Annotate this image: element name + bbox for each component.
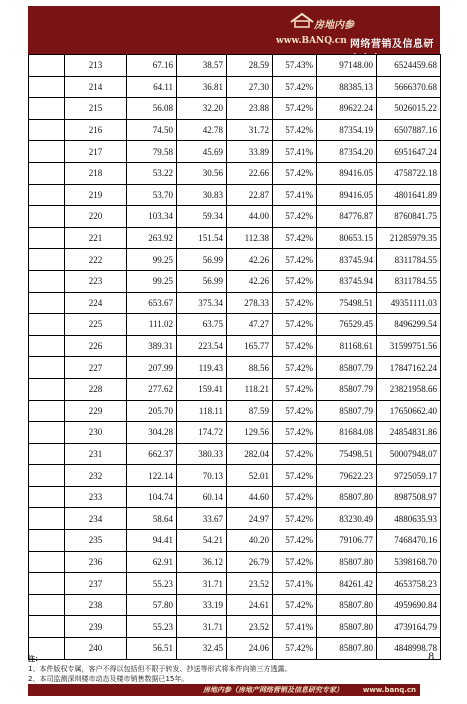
table-cell	[29, 292, 65, 314]
table-cell: 85807.80	[317, 551, 377, 573]
table-cell: 84261.42	[317, 573, 377, 595]
table-cell: 218	[65, 162, 127, 184]
table-cell: 282.04	[227, 443, 273, 465]
table-cell: 85807.79	[317, 378, 377, 400]
table-cell: 57.41%	[273, 616, 317, 638]
table-cell: 81684.08	[317, 422, 377, 444]
table-cell: 263.92	[127, 227, 177, 249]
table-cell: 42.78	[177, 119, 227, 141]
table-cell: 94.41	[127, 530, 177, 552]
table-cell: 216	[65, 119, 127, 141]
table-cell: 87.59	[227, 400, 273, 422]
table-cell: 50007948.07	[377, 443, 441, 465]
table-cell: 87354.20	[317, 141, 377, 163]
brand-name: 房地内参	[314, 20, 354, 31]
table-row	[29, 465, 441, 487]
notes-title: 注：	[28, 655, 42, 663]
table-cell: 17650662.40	[377, 400, 441, 422]
table-cell: 87354.19	[317, 119, 377, 141]
table-cell: 42.26	[227, 249, 273, 271]
table-cell	[29, 465, 65, 487]
table-row	[29, 573, 441, 595]
table-cell: 380.33	[177, 443, 227, 465]
table-cell: 80653.15	[317, 227, 377, 249]
table-cell: 57.80	[127, 594, 177, 616]
footer-url: www.banq.cn	[362, 686, 416, 694]
table-cell: 57.42%	[273, 357, 317, 379]
table-cell: 223.54	[177, 335, 227, 357]
table-row	[29, 335, 441, 357]
page-number: 8	[428, 652, 435, 663]
table-cell: 85807.80	[317, 594, 377, 616]
table-cell: 70.13	[177, 465, 227, 487]
table-cell: 233	[65, 486, 127, 508]
table-cell: 4848998.78	[377, 638, 441, 660]
table-cell: 6951647.24	[377, 141, 441, 163]
table-cell: 231	[65, 443, 127, 465]
table-cell: 56.99	[177, 249, 227, 271]
table-cell: 7468470.16	[377, 530, 441, 552]
table-cell: 57.41%	[273, 573, 317, 595]
table-cell: 223	[65, 270, 127, 292]
table-row	[29, 227, 441, 249]
table-cell: 8496299.54	[377, 314, 441, 336]
table-cell: 151.54	[177, 227, 227, 249]
table-cell: 4758722.18	[377, 162, 441, 184]
table-cell: 33.67	[177, 508, 227, 530]
table-cell: 4880635.93	[377, 508, 441, 530]
table-cell: 57.42%	[273, 335, 317, 357]
table-cell: 57.42%	[273, 530, 317, 552]
table-cell: 103.34	[127, 206, 177, 228]
table-cell: 375.34	[177, 292, 227, 314]
table-cell: 4959690.84	[377, 594, 441, 616]
table-cell: 31.71	[177, 573, 227, 595]
table-cell	[29, 141, 65, 163]
table-cell: 5666370.68	[377, 76, 441, 98]
table-cell	[29, 335, 65, 357]
header-banner	[28, 6, 440, 54]
table-cell: 240	[65, 638, 127, 660]
table-cell: 230	[65, 422, 127, 444]
table-cell: 44.60	[227, 486, 273, 508]
table-cell: 215	[65, 98, 127, 120]
table-cell: 4653758.23	[377, 573, 441, 595]
table-cell: 21285979.35	[377, 227, 441, 249]
table-cell: 5026015.22	[377, 98, 441, 120]
table-cell	[29, 616, 65, 638]
table-cell: 36.12	[177, 551, 227, 573]
table-cell: 97148.00	[317, 55, 377, 77]
table-cell: 40.20	[227, 530, 273, 552]
table-cell: 85807.79	[317, 400, 377, 422]
table-cell: 5398168.70	[377, 551, 441, 573]
table-cell: 42.26	[227, 270, 273, 292]
table-cell: 118.11	[177, 400, 227, 422]
table-row	[29, 292, 441, 314]
table-cell	[29, 594, 65, 616]
table-cell	[29, 98, 65, 120]
table-cell: 220	[65, 206, 127, 228]
table-cell: 62.91	[127, 551, 177, 573]
table-cell: 6524459.68	[377, 55, 441, 77]
table-cell	[29, 530, 65, 552]
table-cell: 227	[65, 357, 127, 379]
table-cell: 57.42%	[273, 119, 317, 141]
notes-line-2: 2、本司监测深圳楼市动态及楼市销售数据已15年。	[28, 675, 189, 683]
table-cell: 31.72	[227, 119, 273, 141]
table-cell: 53.22	[127, 162, 177, 184]
table-cell: 85807.80	[317, 486, 377, 508]
data-table-container	[28, 54, 440, 660]
table-cell: 174.72	[177, 422, 227, 444]
table-cell: 22.66	[227, 162, 273, 184]
table-cell	[29, 357, 65, 379]
table-cell: 104.74	[127, 486, 177, 508]
table-cell: 57.42%	[273, 292, 317, 314]
table-cell: 24.61	[227, 594, 273, 616]
table-row	[29, 400, 441, 422]
table-cell: 58.64	[127, 508, 177, 530]
table-cell: 57.42%	[273, 314, 317, 336]
table-cell: 75498.51	[317, 443, 377, 465]
table-cell: 53.70	[127, 184, 177, 206]
table-cell: 6507887.16	[377, 119, 441, 141]
table-cell: 31.71	[177, 616, 227, 638]
table-cell: 213	[65, 55, 127, 77]
table-cell: 221	[65, 227, 127, 249]
table-cell: 219	[65, 184, 127, 206]
table-row	[29, 378, 441, 400]
table-cell: 278.33	[227, 292, 273, 314]
table-cell: 89416.05	[317, 184, 377, 206]
table-cell: 229	[65, 400, 127, 422]
table-cell: 84776.87	[317, 206, 377, 228]
table-cell: 45.69	[177, 141, 227, 163]
table-cell: 217	[65, 141, 127, 163]
table-row	[29, 443, 441, 465]
table-cell: 67.16	[127, 55, 177, 77]
site-url: www.BANQ.cn	[276, 36, 347, 46]
table-cell: 205.70	[127, 400, 177, 422]
table-cell: 56.08	[127, 98, 177, 120]
table-cell: 59.34	[177, 206, 227, 228]
table-cell: 64.11	[127, 76, 177, 98]
table-cell: 237	[65, 573, 127, 595]
table-cell: 236	[65, 551, 127, 573]
table-cell: 8311784.55	[377, 249, 441, 271]
table-cell: 88385.13	[317, 76, 377, 98]
table-cell	[29, 76, 65, 98]
table-cell: 4739164.79	[377, 616, 441, 638]
table-cell: 99.25	[127, 270, 177, 292]
table-cell: 17847162.24	[377, 357, 441, 379]
table-cell: 54.21	[177, 530, 227, 552]
table-cell: 57.42%	[273, 465, 317, 487]
table-cell: 49351111.03	[377, 292, 441, 314]
table-cell: 89622.24	[317, 98, 377, 120]
table-cell: 52.01	[227, 465, 273, 487]
table-cell: 38.57	[177, 55, 227, 77]
table-cell: 56.99	[177, 270, 227, 292]
table-cell	[29, 378, 65, 400]
table-cell: 83230.49	[317, 508, 377, 530]
table-cell: 118.21	[227, 378, 273, 400]
table-cell	[29, 486, 65, 508]
table-cell: 23.88	[227, 98, 273, 120]
table-cell: 57.42%	[273, 378, 317, 400]
table-cell: 32.20	[177, 98, 227, 120]
table-cell	[29, 400, 65, 422]
table-cell	[29, 227, 65, 249]
table-cell: 81168.61	[317, 335, 377, 357]
table-cell	[29, 508, 65, 530]
table-cell	[29, 249, 65, 271]
table-row	[29, 530, 441, 552]
table-cell: 31599751.56	[377, 335, 441, 357]
table-row	[29, 162, 441, 184]
table-row	[29, 184, 441, 206]
table-cell: 207.99	[127, 357, 177, 379]
table-cell	[29, 551, 65, 573]
table-row	[29, 55, 441, 77]
table-cell: 83745.94	[317, 249, 377, 271]
table-cell: 57.42%	[273, 486, 317, 508]
table-row	[29, 486, 441, 508]
table-row	[29, 249, 441, 271]
table-row	[29, 508, 441, 530]
table-row	[29, 270, 441, 292]
table-cell: 277.62	[127, 378, 177, 400]
table-cell: 24.97	[227, 508, 273, 530]
table-cell: 24.06	[227, 638, 273, 660]
table-cell: 57.42%	[273, 98, 317, 120]
table-cell: 8987508.97	[377, 486, 441, 508]
table-cell: 57.42%	[273, 594, 317, 616]
table-row	[29, 98, 441, 120]
table-row	[29, 616, 441, 638]
table-cell: 56.51	[127, 638, 177, 660]
table-cell: 79622.23	[317, 465, 377, 487]
table-cell: 389.31	[127, 335, 177, 357]
table-cell: 57.41%	[273, 141, 317, 163]
table-cell: 33.19	[177, 594, 227, 616]
table-cell: 32.45	[177, 638, 227, 660]
table-cell	[29, 573, 65, 595]
table-cell	[29, 443, 65, 465]
table-cell	[29, 206, 65, 228]
table-cell: 57.42%	[273, 400, 317, 422]
table-cell: 60.14	[177, 486, 227, 508]
table-cell: 119.43	[177, 357, 227, 379]
table-row	[29, 119, 441, 141]
table-cell: 226	[65, 335, 127, 357]
table-cell: 57.42%	[273, 76, 317, 98]
house-logo-icon	[290, 12, 314, 28]
table-cell: 57.42%	[273, 508, 317, 530]
table-cell: 76529.45	[317, 314, 377, 336]
data-table	[28, 54, 441, 660]
table-cell: 85807.80	[317, 638, 377, 660]
table-cell	[29, 270, 65, 292]
table-cell: 23821958.66	[377, 378, 441, 400]
table-cell: 57.42%	[273, 638, 317, 660]
table-cell: 122.14	[127, 465, 177, 487]
table-cell: 57.42%	[273, 249, 317, 271]
table-cell: 85807.79	[317, 357, 377, 379]
footer-text: 房地内参（房地产网络营销及信息研究专家）	[203, 686, 343, 694]
table-cell: 74.50	[127, 119, 177, 141]
table-row	[29, 594, 441, 616]
table-cell: 47.27	[227, 314, 273, 336]
table-cell: 75498.51	[317, 292, 377, 314]
table-cell: 44.00	[227, 206, 273, 228]
table-cell: 33.89	[227, 141, 273, 163]
footer-banner	[28, 684, 420, 696]
table-cell: 55.23	[127, 573, 177, 595]
table-cell: 224	[65, 292, 127, 314]
table-cell: 235	[65, 530, 127, 552]
table-cell	[29, 119, 65, 141]
table-row	[29, 422, 441, 444]
table-cell: 57.43%	[273, 55, 317, 77]
table-cell: 232	[65, 465, 127, 487]
table-cell: 79.58	[127, 141, 177, 163]
table-cell: 653.67	[127, 292, 177, 314]
table-cell: 234	[65, 508, 127, 530]
table-cell: 99.25	[127, 249, 177, 271]
table-cell: 165.77	[227, 335, 273, 357]
table-cell	[29, 162, 65, 184]
table-cell: 228	[65, 378, 127, 400]
notes-section	[28, 654, 418, 684]
table-cell: 8311784.55	[377, 270, 441, 292]
table-cell: 83745.94	[317, 270, 377, 292]
table-row	[29, 357, 441, 379]
table-row	[29, 76, 441, 98]
table-cell	[29, 314, 65, 336]
table-cell: 57.42%	[273, 551, 317, 573]
table-cell: 22.87	[227, 184, 273, 206]
table-cell: 23.52	[227, 573, 273, 595]
table-cell: 79106.77	[317, 530, 377, 552]
table-cell: 222	[65, 249, 127, 271]
table-cell: 28.59	[227, 55, 273, 77]
table-cell: 112.38	[227, 227, 273, 249]
table-cell: 85807.80	[317, 616, 377, 638]
table-cell: 9725059.17	[377, 465, 441, 487]
table-cell: 214	[65, 76, 127, 98]
table-cell: 26.79	[227, 551, 273, 573]
table-cell: 159.41	[177, 378, 227, 400]
table-row	[29, 551, 441, 573]
table-cell: 36.81	[177, 76, 227, 98]
table-cell: 30.56	[177, 162, 227, 184]
table-cell: 129.56	[227, 422, 273, 444]
table-cell: 55.23	[127, 616, 177, 638]
table-cell: 89416.05	[317, 162, 377, 184]
table-cell: 63.75	[177, 314, 227, 336]
table-cell: 57.42%	[273, 422, 317, 444]
table-cell: 23.52	[227, 616, 273, 638]
table-cell: 111.02	[127, 314, 177, 336]
table-cell	[29, 422, 65, 444]
table-cell: 27.30	[227, 76, 273, 98]
table-cell: 304.28	[127, 422, 177, 444]
table-cell: 662.37	[127, 443, 177, 465]
table-cell: 239	[65, 616, 127, 638]
table-cell: 238	[65, 594, 127, 616]
table-cell: 57.42%	[273, 227, 317, 249]
table-cell: 24854831.86	[377, 422, 441, 444]
notes-line-1: 1、本件版权专属，客户不得以包括但不限于转发、抄送等形式将本件向第三方透露。	[28, 665, 292, 673]
table-cell: 4801641.89	[377, 184, 441, 206]
table-cell: 88.56	[227, 357, 273, 379]
table-cell: 57.41%	[273, 184, 317, 206]
table-cell: 30.83	[177, 184, 227, 206]
table-cell: 57.42%	[273, 206, 317, 228]
table-cell: 57.42%	[273, 443, 317, 465]
table-row	[29, 206, 441, 228]
table-cell	[29, 55, 65, 77]
table-row	[29, 141, 441, 163]
table-cell: 57.42%	[273, 162, 317, 184]
table-cell: 8760841.75	[377, 206, 441, 228]
table-cell	[29, 184, 65, 206]
table-cell: 225	[65, 314, 127, 336]
org-slogan: 网络营销及信息研	[350, 39, 434, 50]
table-row	[29, 314, 441, 336]
table-cell: 57.42%	[273, 270, 317, 292]
